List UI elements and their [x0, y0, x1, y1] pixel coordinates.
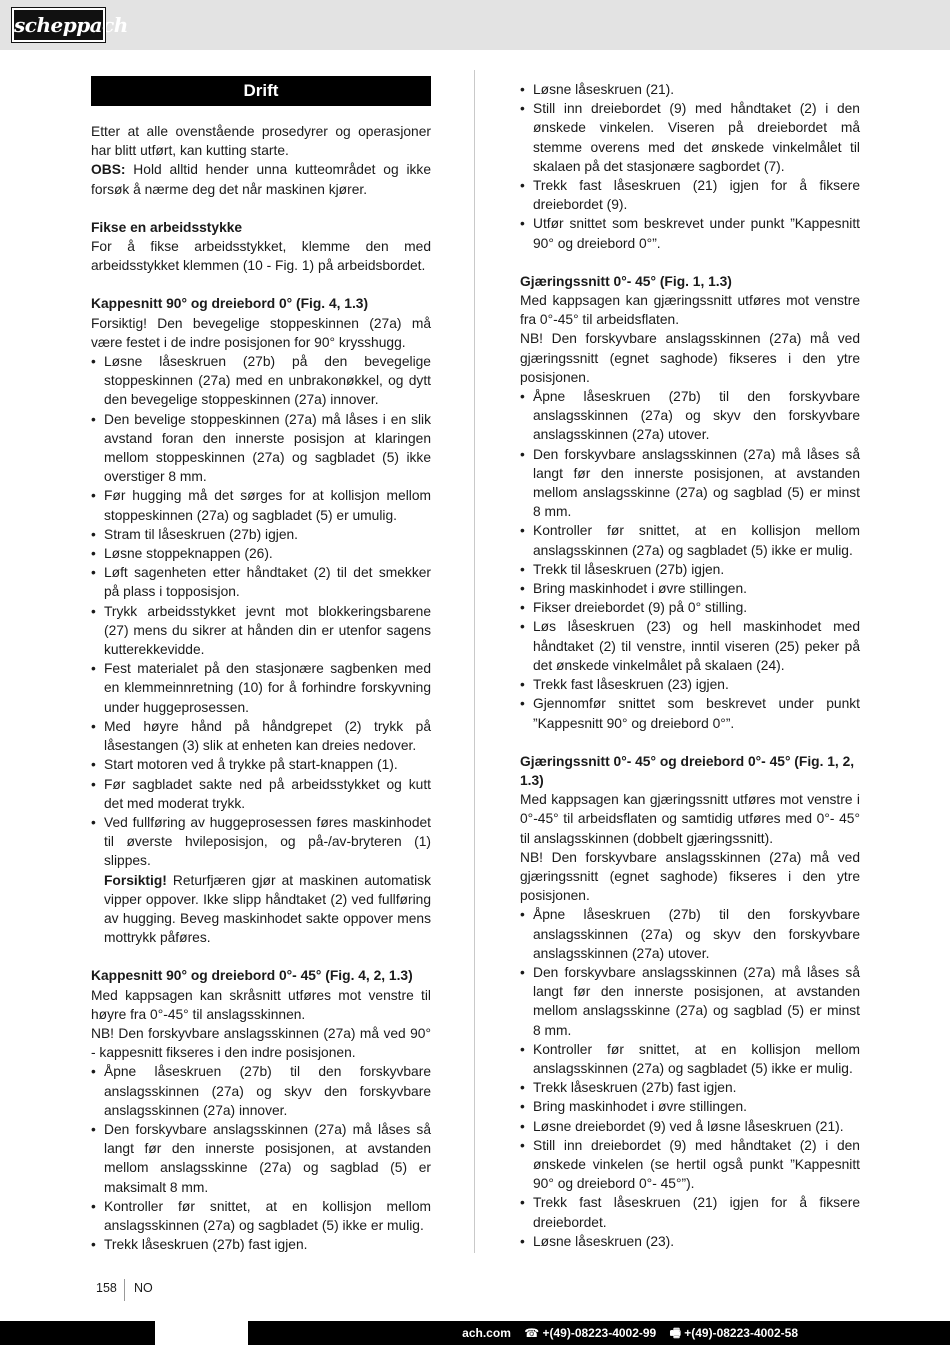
footer-white-block: [155, 1321, 248, 1345]
list-item: • Den bevelige stoppeskinnen (27a) må låses i en slik avstand foran den innerste posisjon at klaringen mellom stoppeskinnen (27a) og sagbladet (5) ikke overstiger 8 mm.: [91, 410, 431, 487]
list-item: • Trekk fast låseskruen (23) igjen.: [520, 675, 860, 694]
list-item: • Den forskyvbare anslagsskinnen (27a) må låses så langt før den innerste posisjonen, at avstanden mellom anslagsskinne (27a) og sagblad (5) er minst 8 mm.: [520, 445, 860, 522]
kap90-heading: Kappesnitt 90° og dreiebord 0° (Fig. 4, 1.3): [91, 296, 369, 312]
section-title: Drift: [91, 76, 431, 106]
gj1-heading: Gjæringssnitt 0°- 45° (Fig. 1, 1.3): [520, 273, 732, 289]
list-item: • Trekk fast låseskruen (21) igjen for å fiksere dreiebordet (9).: [520, 176, 860, 214]
list-item: • Den forskyvbare anslagsskinnen (27a) må låses så langt før den innerste posisjonen, at avstanden mellom anslagsskinne (27a) og sagblad (5) er maksimalt 8 mm.: [91, 1120, 431, 1197]
fix-text: For å fikse arbeidsstykket, klemme den med arbeidsstykket klemmen (10 - Fig. 1) på arbeidsbordet.: [91, 239, 431, 274]
obs-paragraph: [91, 160, 431, 198]
list-item: • Løs låseskruen (23) og hell maskinhodet med håndtaket (2) til venstre, inntil viseren (25) peker på det ønskede vinkelmålet på skalaen (24).: [520, 617, 860, 675]
fax-number: 🖷 +(49)-08223-4002-58: [669, 1326, 798, 1340]
list-item: • Løsne låseskruen (23).: [520, 1232, 860, 1251]
contact-info: [452, 1321, 798, 1345]
list-item: • Gjennomfør snittet som beskrevet under punkt ”Kappesnitt 90° og dreiebord 0°”.: [520, 694, 860, 732]
kap90-caution: [91, 871, 431, 948]
list-item: • Løsne låseskruen (27b) på den bevegelige stoppeskinnen (27a) med en unbrakonøkkel, og dytt den bevegelige stoppeskinnen (27a) innover.: [91, 352, 431, 410]
list-item: • Før sagbladet sakte ned på arbeidsstykket og kutt det med moderat trykk.: [91, 775, 431, 813]
list-item: • Kontroller før snittet, at en kollisjon mellom anslagsskinnen (27a) og sagbladet (5) ikke er mulig.: [520, 521, 860, 559]
gj2-list: [520, 905, 860, 1251]
list-item: • Med høyre hånd på håndgrepet (2) trykk på låsestangen (3) slik at enheten kan dreies nedover.: [91, 717, 431, 755]
list-item: • Før hugging må det sørges for at kollisjon mellom stoppeskinnen (27a) og sagbladet (5) er umulig.: [91, 486, 431, 524]
gj1-list: [520, 387, 860, 733]
fix-heading: Fikse en arbeidsstykke: [91, 219, 243, 235]
list-item: • Fikser dreiebordet (9) på 0° stilling.: [520, 598, 860, 617]
list-item: • Still inn dreiebordet (9) med håndtaket (2) i den ønskede vinkelen. Viseren på dreiebordet må stemme overens med det ønskede vinkelmålet til skalaen på det stasjonære sagbordet (7).: [520, 99, 860, 176]
list-item: • Trekk fast låseskruen (21) igjen for å fiksere dreiebordet.: [520, 1193, 860, 1231]
column-divider: [474, 70, 475, 1253]
list-item: • Løsne stoppeknappen (26).: [91, 544, 431, 563]
list-item: • Åpne låseskruen (27b) til den forskyvbare anslagsskinnen (27a) og skyv den forskyvbare anslagsskinnen (27a) innover.: [91, 1062, 431, 1120]
kap90b-list: [91, 1062, 431, 1254]
kap90b-heading: Kappesnitt 90° og dreiebord 0°- 45° (Fig. 4, 2, 1.3): [91, 968, 413, 984]
right-column: [520, 80, 860, 1251]
list-item: • Fest materialet på den stasjonære sagbenken med en klemmeinnretning (10) for å forhindre forskyvning under huggeprosessen.: [91, 659, 431, 717]
list-item: • Trekk låseskruen (27b) fast igjen.: [520, 1078, 860, 1097]
list-item: • Still inn dreiebordet (9) med håndtaket (2) i den ønskede vinkelen (se hertil også punkt ”Kappesnitt 90° og dreiebord 0°- 45°”).: [520, 1136, 860, 1194]
list-item: • Trekk til låseskruen (27b) igjen.: [520, 560, 860, 579]
kap90-list: [91, 352, 431, 870]
list-item: • Start motoren ved å trykke på start-knappen (1).: [91, 755, 431, 774]
list-item: • Trykk arbeidsstykket jevnt mot blokkeringsbarene (27) mens du sikrer at hånden din er utenfor sagens kutterekkevidde.: [91, 602, 431, 660]
list-item: • Trekk låseskruen (27b) fast igjen.: [91, 1235, 431, 1254]
list-item: • Åpne låseskruen (27b) til den forskyvbare anslagsskinnen (27a) og skyv den forskyvbare anslagsskinnen (27a) utover.: [520, 905, 860, 963]
page-number: 158: [96, 1281, 117, 1295]
gj1-p2: NB! Den forskyvbare anslagsskinnen (27a) må ved gjæringssnitt (egnet saghode) fikseres i den ytre posisjonen.: [520, 331, 860, 385]
list-item: • Kontroller før snittet, at en kollisjon mellom anslagsskinnen (27a) og sagbladet (5) ikke er mulig.: [91, 1197, 431, 1235]
list-item: • Åpne låseskruen (27b) til den forskyvbare anslagsskinnen (27a) og skyv den forskyvbare anslagsskinnen (27a) utover.: [520, 387, 860, 445]
obs-label: OBS:: [91, 162, 126, 178]
gj1-p1: Med kappsagen kan gjæringssnitt utføres mot venstre fra 0°-45° til arbeidsflaten.: [520, 293, 860, 328]
list-item: • Bring maskinhodet i øvre stillingen.: [520, 1097, 860, 1116]
header-bar: [0, 0, 950, 50]
list-item: • Kontroller før snittet, at en kollisjon mellom anslagsskinnen (27a) og sagbladet (5) ikke er mulig.: [520, 1040, 860, 1078]
phone-number: ☎ +(49)-08223-4002-99: [524, 1326, 657, 1340]
list-item: • Utfør snittet som beskrevet under punkt ”Kappesnitt 90° og dreiebord 0°”.: [520, 214, 860, 252]
obs-text: Hold alltid hender unna kutteområdet og ikke forsøk å nærme deg det når maskinen kjører.: [91, 162, 431, 197]
list-item: • Bring maskinhodet i øvre stillingen.: [520, 579, 860, 598]
list-item: • Løft sagenheten etter håndtaket (2) til det smekker på plass i topposisjon.: [91, 563, 431, 601]
list-item: • Den forskyvbare anslagsskinnen (27a) må låses så langt før den innerste posisjonen, at avstanden mellom anslagsskinne (27a) og sagblad (5) er minst 8 mm.: [520, 963, 860, 1040]
language-code: NO: [134, 1281, 153, 1295]
list-item: • Stram til låseskruen (27b) igjen.: [91, 525, 431, 544]
brand-logo: scheppach: [12, 8, 105, 42]
gj2-p1: Med kappsagen kan gjæringssnitt utføres mot venstre i 0°-45° til arbeidsflaten og samtidig utføres med 0°- 45° til anslagsskinnen (dobbelt gjæringssnitt).: [520, 792, 860, 846]
intro-text: Etter at alle ovenstående prosedyrer og operasjoner har blitt utført, kan kutting starte.: [91, 124, 431, 159]
gj2-p2: NB! Den forskyvbare anslagsskinnen (27a) må ved gjæringssnitt (egnet saghode) fikseres i den ytre posisjonen.: [520, 849, 860, 904]
kap90-intro: Forsiktig! Den bevegelige stoppeskinnen (27a) må være festet i de indre posisjonen for 90° krysshugg.: [91, 315, 431, 350]
caution-text: Returfjæren gjør at maskinen automatisk vipper oppover. Ikke slipp håndtaket (2) ved fullføring av hugging. Beveg maskinhodet sakte oppover mens mottrykk påføres.: [104, 872, 431, 946]
footer-separator: [124, 1279, 125, 1301]
continued-list: [520, 80, 860, 253]
gj2-heading: Gjæringssnitt 0°- 45° og dreiebord 0°- 45° (Fig. 1, 2, 1.3): [520, 753, 855, 788]
list-item: • Løsne låseskruen (21).: [520, 80, 860, 99]
kap90b-p2: NB! Den forskyvbare anslagsskinnen (27a) må ved 90° - kappesnitt fikseres i den indre posisjonen.: [91, 1025, 431, 1061]
list-item: • Ved fullføring av huggeprosessen føres maskinhodet til øverste hvileposisjon, og på-/av-bryteren (1) slippes.: [91, 813, 431, 871]
left-column: [91, 76, 431, 1254]
list-item: • Løsne dreiebordet (9) ved å løsne låseskruen (21).: [520, 1117, 860, 1136]
caution-label: Forsiktig!: [104, 872, 167, 888]
website-link[interactable]: ach.com: [462, 1326, 511, 1340]
kap90b-p1: Med kappsagen kan skråsnitt utføres mot venstre til høyre fra 0°-45° til anslagsskinnen.: [91, 987, 431, 1022]
